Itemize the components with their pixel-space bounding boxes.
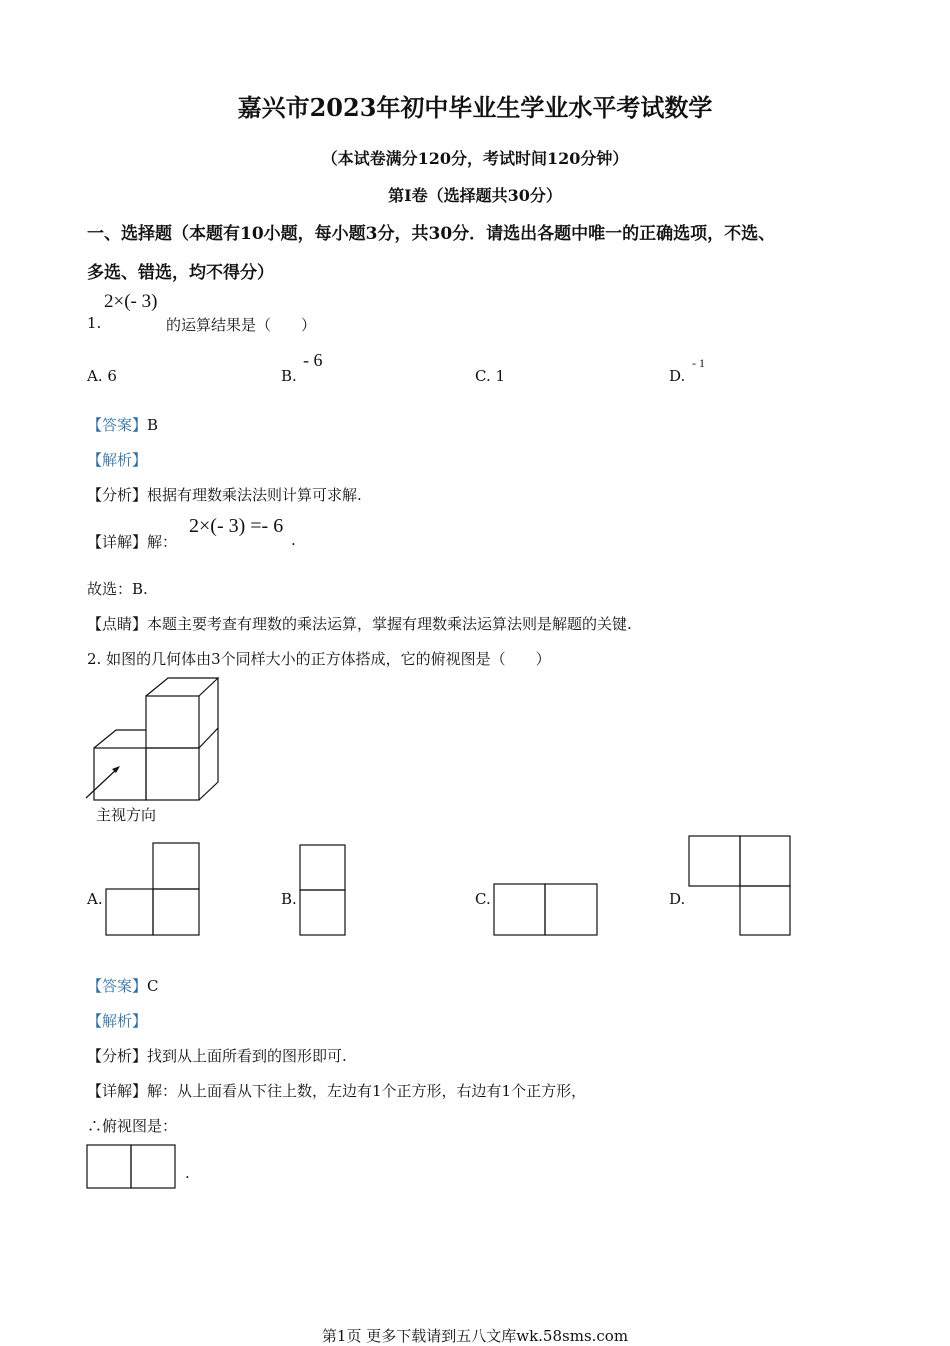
page-footer: 第1页 更多下载请到五八文库wk.58sms.com bbox=[321, 1327, 629, 1345]
cube-lower-right-front bbox=[146, 748, 199, 800]
cube-lower-left-top bbox=[94, 730, 146, 748]
q1-stem: 的运算结果是（ ） bbox=[166, 316, 317, 334]
q1-option-a: A. 6 bbox=[87, 367, 117, 385]
q2-option-d-label: D. bbox=[669, 890, 686, 908]
q1-option-b-value: - 6 bbox=[303, 350, 323, 370]
cube-upper-front bbox=[146, 696, 199, 748]
answer-value: C bbox=[147, 977, 159, 995]
option-a-square-bottom-left bbox=[106, 889, 153, 935]
option-a-square-top bbox=[153, 843, 199, 889]
detail-tag: 【详解】 bbox=[87, 533, 148, 551]
detail-tag: 【详解】 bbox=[87, 1082, 148, 1100]
q1-comment bbox=[87, 613, 632, 634]
q2-option-a-figure bbox=[105, 842, 201, 937]
option-c-square-right bbox=[545, 884, 597, 935]
exam-subtitle: （本试卷满分120分，考试时间120分钟） bbox=[321, 149, 629, 168]
cube-lower-left-front bbox=[94, 748, 146, 800]
option-a-square-bottom-right bbox=[153, 889, 199, 935]
answer-square-right bbox=[131, 1145, 175, 1188]
volume-heading: 第I卷（选择题共30分） bbox=[388, 186, 562, 205]
section-heading-line2: 多选、错选，均不得分） bbox=[87, 263, 274, 283]
option-d-square-top-right bbox=[740, 836, 790, 886]
q1-option-d-value: - 1 bbox=[692, 356, 705, 370]
option-b-square-bottom bbox=[300, 890, 345, 935]
fenxi-text: 找到从上面所看到的图形即可. bbox=[147, 1047, 347, 1065]
fenxi-text: 根据有理数乘法法则计算可求解. bbox=[147, 486, 362, 504]
answer-value: B bbox=[147, 416, 159, 434]
q2-therefore: ∴俯视图是： bbox=[87, 1117, 178, 1135]
detail-text: 解：从上面看从下往上数，左边有1个正方形，右边有1个正方形， bbox=[147, 1082, 587, 1100]
q2-option-a-label: A. bbox=[87, 890, 103, 908]
option-c-square-left bbox=[494, 884, 545, 935]
q2-fenxi bbox=[87, 1045, 347, 1066]
q2-analysis-tag: 【解析】 bbox=[87, 1012, 148, 1030]
front-view-label: 主视方向 bbox=[96, 806, 157, 824]
q1-option-d-label: D. bbox=[669, 367, 686, 385]
q2-option-c-figure bbox=[493, 883, 599, 937]
q1-option-b-label: B. bbox=[281, 367, 297, 385]
q1-number: 1. bbox=[87, 314, 102, 332]
q1-fenxi bbox=[87, 484, 362, 505]
q2-end-dot: . bbox=[185, 1164, 190, 1182]
detail-prefix-text: 解： bbox=[147, 533, 178, 551]
cube-figure bbox=[84, 674, 224, 806]
answer-square-left bbox=[87, 1145, 131, 1188]
fenxi-tag: 【分析】 bbox=[87, 486, 148, 504]
q2-option-b-figure bbox=[299, 844, 347, 937]
q2-option-c-label: C. bbox=[475, 890, 491, 908]
q2-detail bbox=[87, 1080, 586, 1101]
q2-option-b-label: B. bbox=[281, 890, 297, 908]
option-b-square-top bbox=[300, 845, 345, 890]
q1-detail-suffix: . bbox=[291, 531, 296, 549]
q1-answer bbox=[87, 414, 158, 435]
comment-tag: 【点睛】 bbox=[87, 615, 148, 633]
q2-answer bbox=[87, 975, 159, 996]
cube-upper-side bbox=[199, 678, 218, 748]
fenxi-tag: 【分析】 bbox=[87, 1047, 148, 1065]
q2-stem: 2. 如图的几何体由3个同样大小的正方体搭成，它的俯视图是（ ） bbox=[87, 650, 551, 668]
cube-upper-top bbox=[146, 678, 218, 696]
q2-option-d-figure bbox=[688, 835, 792, 937]
page-title: 嘉兴市2023年初中毕业生学业水平考试数学 bbox=[237, 93, 713, 122]
answer-tag: 【答案】 bbox=[87, 977, 148, 995]
section-heading-line1: 一、选择题（本题有10小题，每小题3分，共30分．请选出各题中唯一的正确选项，不选、 bbox=[87, 224, 776, 244]
q1-analysis-tag: 【解析】 bbox=[87, 451, 148, 469]
q1-expression: 2×(- 3) bbox=[104, 291, 158, 312]
option-d-square-bottom-right bbox=[740, 886, 790, 935]
view-arrow-line bbox=[86, 768, 118, 798]
answer-tag: 【答案】 bbox=[87, 416, 148, 434]
q1-detail-expression: 2×(- 3) =- 6 bbox=[189, 515, 284, 537]
q2-answer-figure bbox=[86, 1144, 178, 1190]
q1-option-c: C. 1 bbox=[475, 367, 506, 385]
q1-choose: 故选：B. bbox=[87, 580, 148, 598]
comment-text: 本题主要考查有理数的乘法运算，掌握有理数乘法运算法则是解题的关键. bbox=[147, 615, 632, 633]
option-d-square-top-left bbox=[689, 836, 740, 886]
q1-detail-prefix bbox=[87, 531, 177, 552]
